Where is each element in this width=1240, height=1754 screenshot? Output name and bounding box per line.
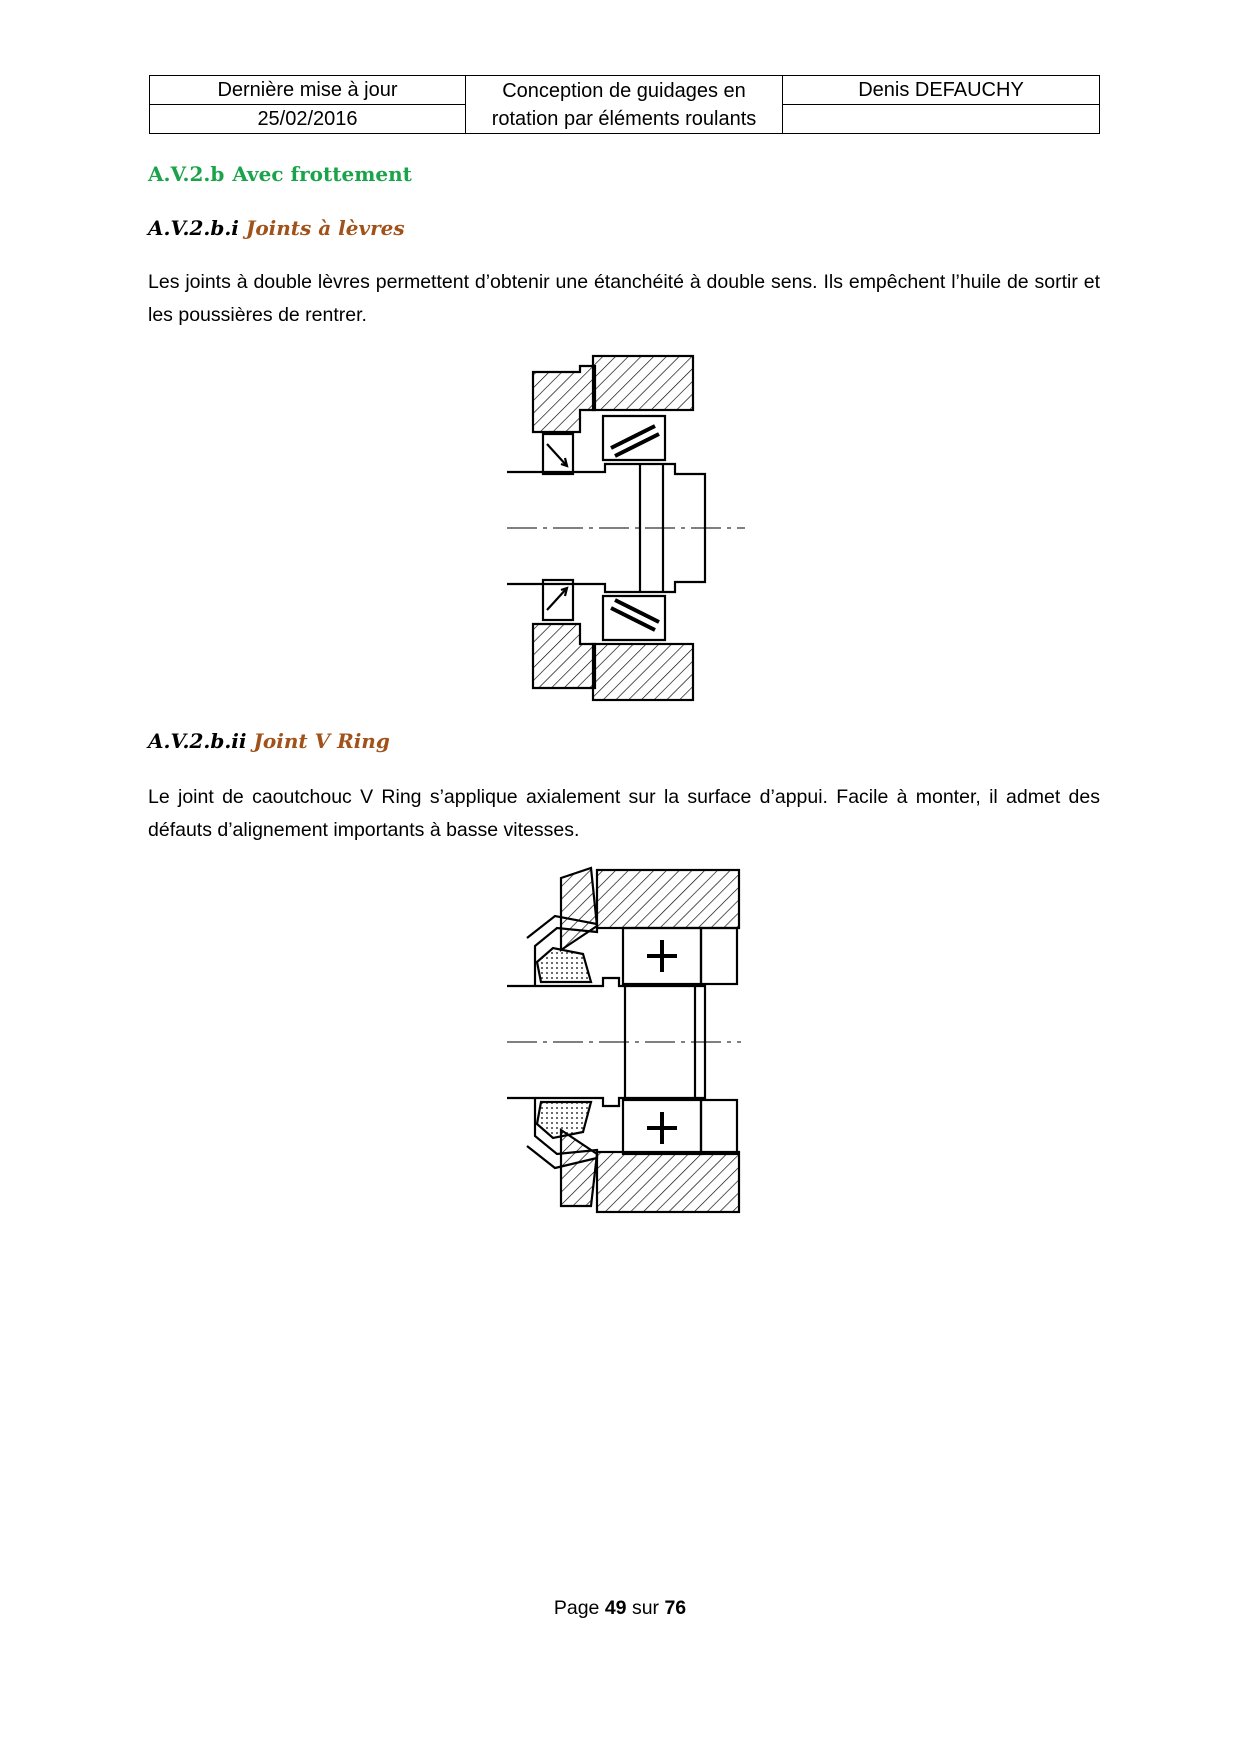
section-number: A.V.2.b bbox=[148, 162, 225, 186]
empty-cell bbox=[783, 105, 1100, 134]
document-title bbox=[466, 76, 783, 134]
section-heading bbox=[148, 162, 412, 186]
subsection-title: Joints à lèvres bbox=[245, 216, 405, 240]
last-update-label: Dernière mise à jour bbox=[150, 76, 466, 105]
v-ring-figure bbox=[505, 866, 741, 1216]
paragraph-lip-seals: Les joints à double lèvres permettent d’obtenir une étanchéité à double sens. Ils empêchent l’huile de sortir et les poussières de rentrer. bbox=[148, 271, 1100, 326]
footer-page-number: 49 bbox=[604, 1597, 627, 1619]
section-title: Avec frottement bbox=[232, 162, 412, 186]
subsection-number: A.V.2.b.ii bbox=[148, 729, 247, 753]
subsection-number: A.V.2.b.i bbox=[148, 216, 239, 240]
footer-of-word: sur bbox=[631, 1597, 660, 1619]
page-footer bbox=[0, 1597, 1240, 1620]
subsection-title: Joint V Ring bbox=[253, 729, 390, 753]
footer-page-word: Page bbox=[553, 1597, 600, 1619]
subsection-heading-2 bbox=[148, 729, 390, 753]
subsection-heading-1 bbox=[148, 216, 405, 240]
document-title-line2: rotation par éléments roulants bbox=[491, 107, 757, 130]
header-table bbox=[149, 75, 1100, 134]
document-title-line1: Conception de guidages en bbox=[502, 79, 746, 102]
paragraph-v-ring: Le joint de caoutchouc V Ring s’applique axialement sur la surface d’appui. Facile à monter, il admet des défauts d’alignement importants à basse vitesses. bbox=[148, 786, 1100, 841]
author: Denis DEFAUCHY bbox=[783, 76, 1100, 105]
footer-total-pages: 76 bbox=[664, 1597, 687, 1619]
lip-seal-figure bbox=[505, 352, 745, 704]
update-date: 25/02/2016 bbox=[150, 105, 466, 134]
